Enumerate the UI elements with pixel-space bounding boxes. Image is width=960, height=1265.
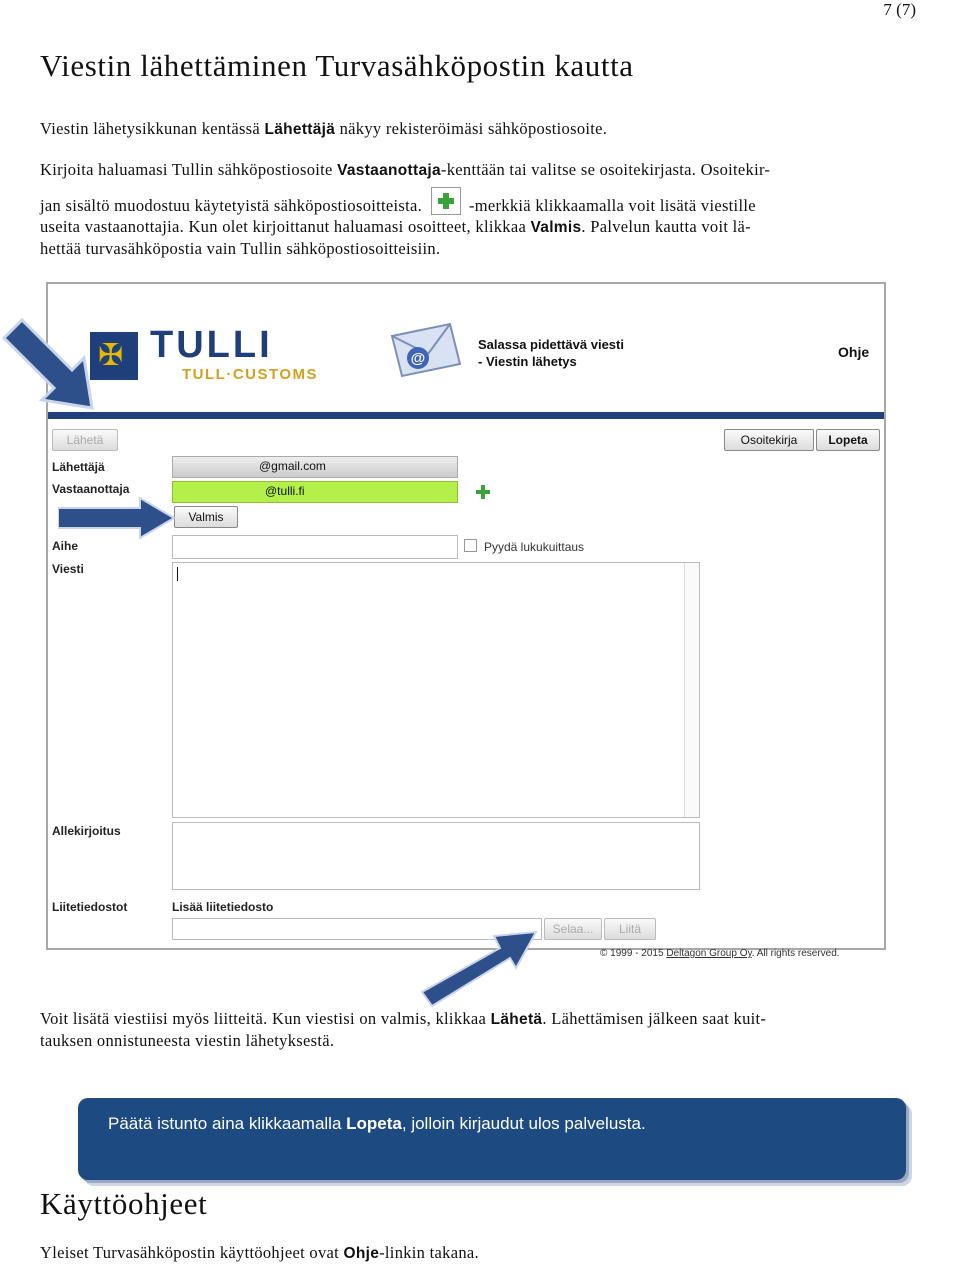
message-label: Viesti	[52, 562, 84, 576]
tip-text: Päätä istunto aina klikkaamalla Lopeta, jolloin kirjaudut ulos palvelusta.	[108, 1114, 646, 1133]
page-number: 7 (7)	[883, 0, 916, 19]
arrow-to-done-button-icon	[58, 496, 178, 540]
section-title: Käyttöohjeet	[40, 1186, 208, 1221]
recipient-field[interactable]: @tulli.fi	[172, 481, 458, 503]
intro-paragraph-2: Kirjoita haluamasi Tullin sähköpostiosoite Vastaanottaja-kenttään tai valitse se osoitekirjasta. Osoitekir- jan sisältö muodostuu käytetyistä sähköpostiosoitteista. -merkkiä klikkaamalla voit lisätä viestille useita vastaanottajia. Kun olet kirjoittanut haluamasi osoitteet, klikkaa Valmis. Palvelun kautta voit lä- hettää turvasähköpostia vain Tullin sähköpostiosoitteisiin.	[40, 160, 771, 258]
header-title: Salassa pidettävä viesti - Viestin lähetys	[478, 337, 624, 369]
attach-button[interactable]: Liitä	[604, 918, 656, 940]
send-window-screenshot	[46, 282, 886, 950]
header-divider	[48, 412, 884, 419]
svg-text:@: @	[410, 350, 426, 367]
text-cursor	[177, 567, 178, 581]
tulli-logo-subtitle: TULL·CUSTOMS	[182, 366, 319, 383]
addressbook-button[interactable]: Osoitekirja	[724, 429, 814, 451]
intro-paragraph-1: Viestin lähetysikkunan kentässä Lähettäjä näkyy rekisteröimäsi sähköpostiosoite.	[40, 119, 608, 138]
read-receipt-label: Pyydä lukukuittaus	[484, 540, 585, 554]
subject-input[interactable]	[172, 535, 458, 559]
deltagon-link[interactable]: Deltagon Group Oy	[666, 948, 752, 959]
arrow-to-browse-button-icon	[416, 926, 540, 1010]
sender-label: Lähettäjä	[52, 460, 105, 474]
sender-field: @gmail.com	[172, 456, 458, 478]
customs-emblem-icon: ✠	[90, 332, 138, 380]
after-paragraph: Voit lisätä viestiisi myös liitteitä. Kun viestisi on valmis, klikkaa Lähetä. Lähettämisen jälkeen saat kuit- tauksen onnistuneesta viestin lähetyksestä.	[40, 1009, 767, 1050]
tulli-logo: TULLI	[150, 324, 273, 366]
attachments-label: Liitetiedostot	[52, 900, 128, 914]
message-textarea[interactable]	[172, 562, 700, 818]
send-button[interactable]: Lähetä	[52, 429, 118, 451]
add-recipient-plus-icon[interactable]	[476, 485, 490, 499]
add-attachment-label: Lisää liitetiedosto	[172, 900, 274, 914]
envelope-icon	[388, 322, 464, 378]
help-link[interactable]: Ohje	[838, 344, 870, 360]
signature-label: Allekirjoitus	[52, 824, 121, 838]
section-paragraph: Yleiset Turvasähköpostin käyttöohjeet ovat Ohje-linkin takana.	[40, 1243, 479, 1262]
tip-box	[78, 1098, 906, 1180]
plus-icon	[431, 187, 461, 215]
page-title: Viestin lähettäminen Turvasähköpostin kautta	[40, 48, 634, 83]
read-receipt-checkbox[interactable]	[464, 539, 477, 552]
recipient-label: Vastaanottaja	[52, 482, 130, 496]
signature-textarea[interactable]	[172, 822, 700, 890]
logout-button[interactable]: Lopeta	[816, 429, 880, 451]
arrow-to-logo-icon	[0, 316, 100, 416]
done-button[interactable]: Valmis	[174, 506, 238, 528]
subject-label: Aihe	[52, 539, 79, 553]
browse-button[interactable]: Selaa...	[544, 918, 602, 940]
copyright-notice: © 1999 - 2015 Deltagon Group Oy. All rights reserved.	[600, 948, 840, 959]
message-scrollbar[interactable]	[684, 563, 699, 817]
